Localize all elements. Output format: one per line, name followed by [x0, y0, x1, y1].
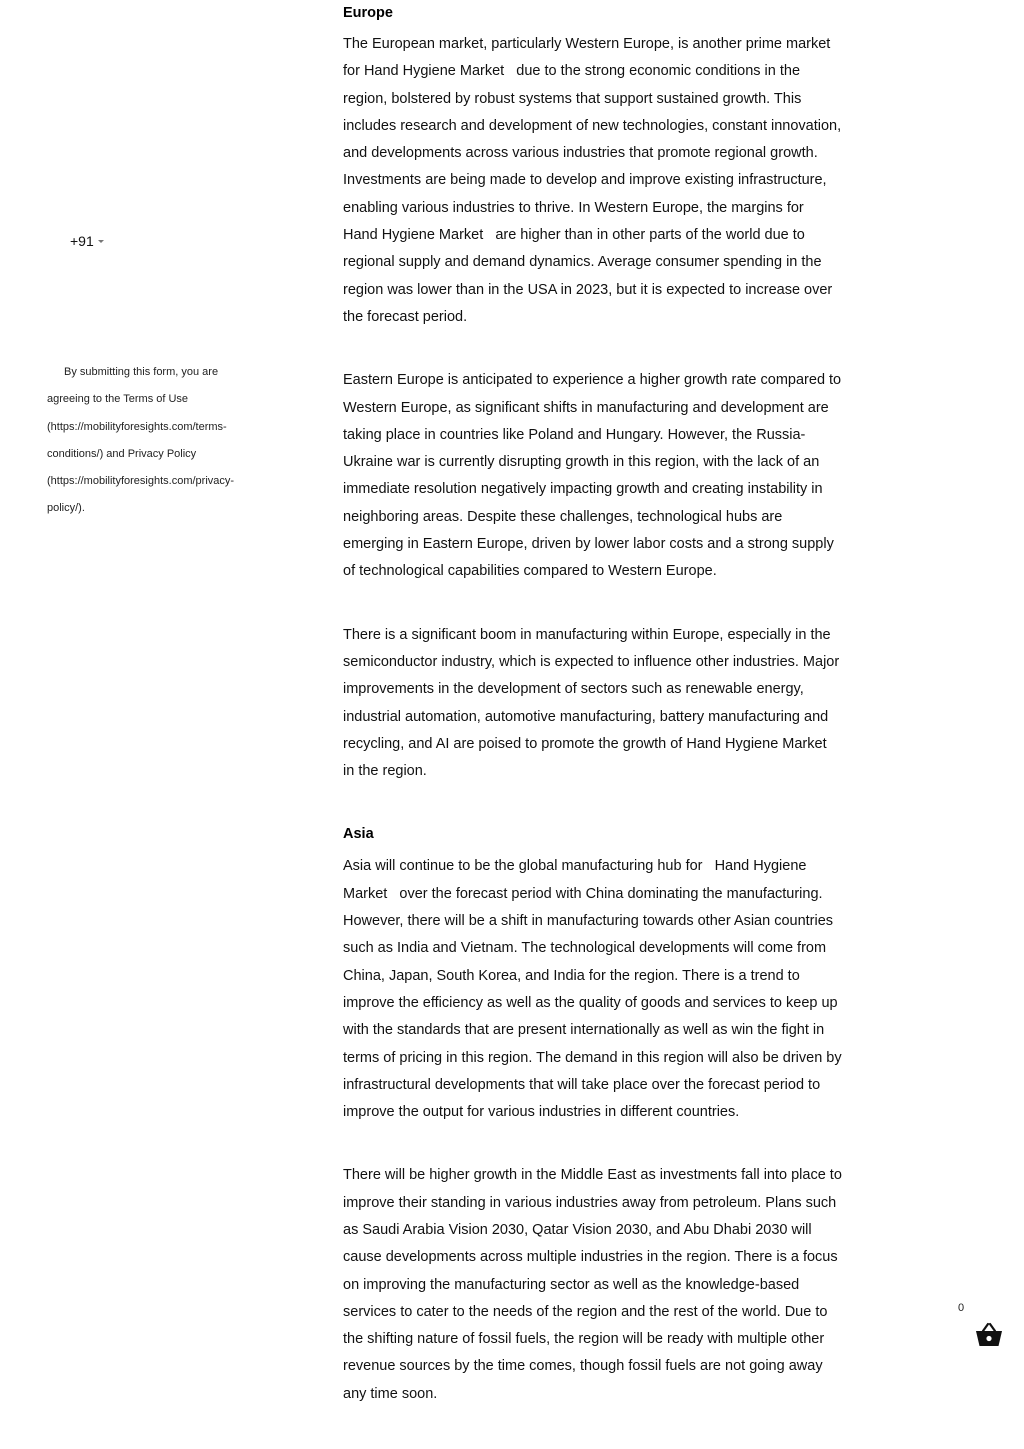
section-heading-asia: Asia [343, 826, 374, 843]
consent-text: By submitting this form, you are agreeing to the Terms of Use (https://mobilityforesights.com/terms-conditions/) and Privacy Policy (https://mobilityforesights.com/privacy-policy/). [47, 366, 235, 515]
paragraph-europe-1: The European market, particularly Western Europe, is another prime market for Hand Hygiene Market due to the strong economic conditions in the region, bolstered by robust systems that support sustained growth. This includes research and development of new technologies, constant innovation, and developments across various industries that promote regional growth. Investments are being made to develop and improve existing infrastructure, enabling various industries to thrive. In Western Europe, the margins for Hand Hygiene Market are higher than in other parts of the world due to regional supply and demand dynamics. Average consumer spending in the region was lower than in the USA in 2023, but it is expected to increase over the forecast period. [343, 36, 846, 325]
paragraph-europe-2: Eastern Europe is anticipated to experience a higher growth rate compared to Western Europe, as significant shifts in manufacturing and development are taking place in countries like Poland and Hungary. However, the Russia-Ukraine war is currently disrupting growth in this region, with the lack of an immediate resolution negatively impacting growth and creating instability in neighboring areas. Despite these challenges, technological hubs are emerging in Eastern Europe, driven by lower labor costs and a strong supply of technological capabilities compared to Western Europe. [343, 372, 842, 580]
section-heading-europe: Europe [343, 5, 393, 21]
paragraph-asia-1: Asia will continue to be the global manufacturing hub for Hand Hygiene Market over the forecast period with China dominating the manufacturing. However, there will be a shift in manufacturing towards other Asian countries such as India and Vietnam. The technological developments will come from China, Japan, South Korea, and India for the region. There is a trend to improve the efficiency as well as the quality of goods and services to keep up with the standards that are present internationally as well as win the fight in terms of pricing in this region. The demand in this region will also be driven by infrastructural developments that will take place over the forecast period to improve the output for various industries in different countries. [343, 858, 846, 1121]
paragraph-europe-3: There is a significant boom in manufacturing within Europe, especially in the semiconductor industry, which is expected to influence other industries. Major improvements in the development of sectors such as renewable energy, industrial automation, automotive manufacturing, battery manufacturing and recycling, and AI are poised to promote the growth of Hand Hygiene Market in the region. [343, 626, 844, 780]
country-code-value: +91 [70, 233, 94, 249]
cart-count-badge: 0 [958, 1302, 965, 1314]
article-content [343, 0, 846, 1408]
consent-notice [47, 359, 247, 523]
basket-icon[interactable] [975, 1322, 1003, 1348]
country-code-select[interactable] [70, 231, 104, 251]
paragraph-asia-2: There will be higher growth in the Middle East as investments fall into place to improve their standing in various industries away from petroleum. Plans such as Saudi Arabia Vision 2030, Qatar Vision 2030, and Abu Dhabi 2030 will cause developments across multiple industries in the region. There is a focus on improving the manufacturing sector as well as the knowledge-based services to cater to the needs of the region and the rest of the world. Due to the shifting nature of fossil fuels, the region will be ready with multiple other revenue sources by the time comes, though fossil fuels are not going away any time soon. [343, 1167, 842, 1402]
chevron-down-icon [98, 240, 104, 243]
